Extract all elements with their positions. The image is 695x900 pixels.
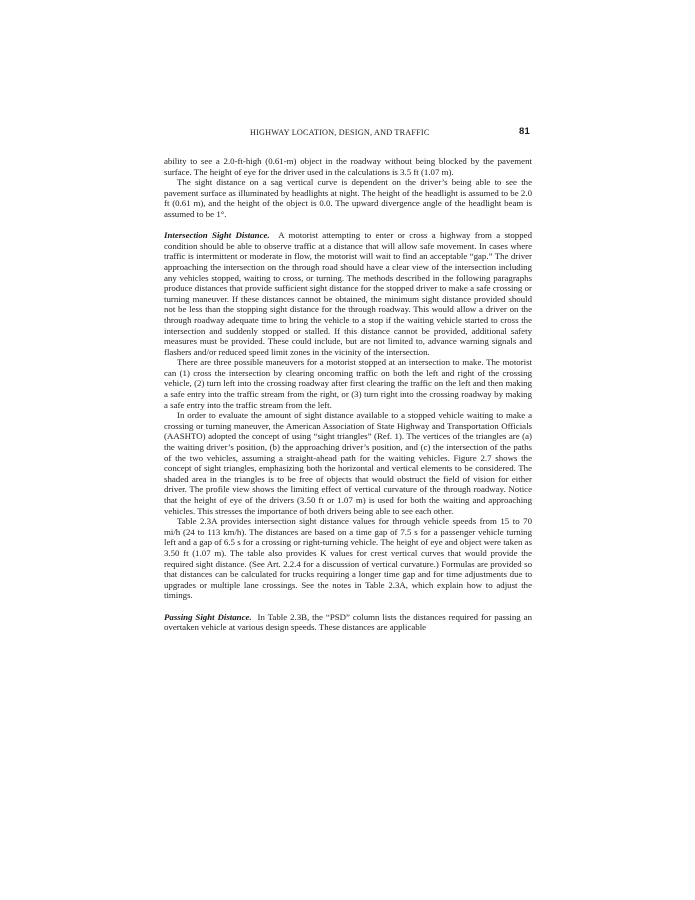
- paragraph-intersection-sight-distance: [164, 230, 532, 357]
- paragraph-maneuvers: [164, 357, 532, 410]
- page-number: 81: [519, 126, 530, 137]
- paragraph-text: There are three possible maneuvers for a motorist stopped at an intersection to make. The motorist can (1) cross the intersection by clearing oncoming traffic on both the left and right of the crossing vehicle, (2) turn left into the crossing roadway after first clearing the traffic on the left and then making a safe entry into the traffic stream from the right, or (3) turn right into the crossing roadway by making a safe entry into the traffic stream from the left.: [164, 357, 532, 410]
- section-heading: Intersection Sight Distance.: [164, 230, 270, 241]
- paragraph-text: ability to see a 2.0-ft-high (0.61-m) object in the roadway without being blocked by the pavement surface. The height of eye for the driver used in the calculations is 3.5 ft (1.07 m).: [164, 156, 532, 177]
- paragraph-text: Table 2.3A provides intersection sight distance values for through vehicle speeds from 15 to 70 mi/h (24 to 113 km/h). The distances are based on a time gap of 7.5 s for a passenger vehicle turning left and a gap of 6.5 s for a crossing or right-turning vehicle. The height of eye and object were taken as 3.50 ft (1.07 m). The table also provides K values for crest vertical curves that would provide the required sight distance. (See Art. 2.2.4 for a discussion of vertical curvature.) Formulas are provided so that distances can be calculated for trucks requiring a longer time gap and for time adjustments due to upgrades or multiple lane crossings. See the notes in Table 2.3A, which explain how to adjust the timings.: [164, 516, 532, 601]
- running-title: HIGHWAY LOCATION, DESIGN, AND TRAFFIC: [250, 128, 430, 137]
- section-heading: Passing Sight Distance.: [164, 611, 252, 622]
- paragraph-text: The sight distance on a sag vertical curve is dependent on the driver’s being able to see the pavement surface as illuminated by headlights at night. The height of the headlight is assumed to be 2.0 ft (0.61 m), and the height of the object is 0.0. The upward divergence angle of the headlight beam is assumed to be 1°.: [164, 177, 532, 219]
- paragraph-passing-sight-distance: [164, 612, 532, 633]
- paragraph-table-2-3a: [164, 516, 532, 601]
- paragraph-continuation: [164, 156, 532, 177]
- document-page: [164, 126, 532, 633]
- paragraph-sag-curve: [164, 177, 532, 219]
- body-text: [164, 156, 532, 633]
- paragraph-text: A motorist attempting to enter or cross a highway from a stopped condition should be able to observe traffic at a distance that will allow safe movement. In cases where traffic is intermittent or moderate in flow, the motorist will wait to find an acceptable “gap.” The driver approaching the intersection on the through road should have a clear view of the intersection including any vehicles stopped, waiting to cross, or turning. The methods described in the following paragraphs produce distances that provide sufficient sight distance for the stopped driver to make a safe crossing or turning maneuver. If these distances cannot be obtained, the minimum sight distance provided should not be less than the stopping sight distance for the through roadway. This would allow a driver on the through roadway adequate time to bring the vehicle to a stop if the waiting vehicle started to cross the intersection and suddenly stopped or stalled. If this distance cannot be provided, additional safety measures must be provided. These could include, but are not limited to, advance warning signals and flashers and/or reduced speed limit zones in the vicinity of the intersection.: [164, 230, 532, 357]
- paragraph-sight-triangles: [164, 410, 532, 516]
- paragraph-text: In order to evaluate the amount of sight distance available to a stopped vehicle waiting to make a crossing or turning maneuver, the American Association of State Highway and Transportation Officials (AASHTO) adopted the concept of using “sight triangles” (Ref. 1). The vertices of the triangles are (a) the waiting driver’s position, (b) the approaching driver’s position, and (c) the intersection of the paths of the two vehicles, assuming a straight-ahead path for the waiting vehicles. Figure 2.7 shows the concept of sight triangles, emphasizing both the horizontal and vertical elements to be considered. The shaded area in the triangles is to be free of objects that would obstruct the field of vision for either driver. The profile view shows the limiting effect of vertical curvature of the through roadway. Notice that the height of eye of the drivers (3.50 ft or 1.07 m) is used for both the waiting and approaching vehicles. This stresses the importance of both drivers being able to see each other.: [164, 410, 532, 516]
- paragraph-text: In Table 2.3B, the “PSD” column lists the distances required for passing an overtaken vehicle at various design speeds. These distances are applicable: [164, 611, 532, 633]
- running-header: [164, 126, 532, 140]
